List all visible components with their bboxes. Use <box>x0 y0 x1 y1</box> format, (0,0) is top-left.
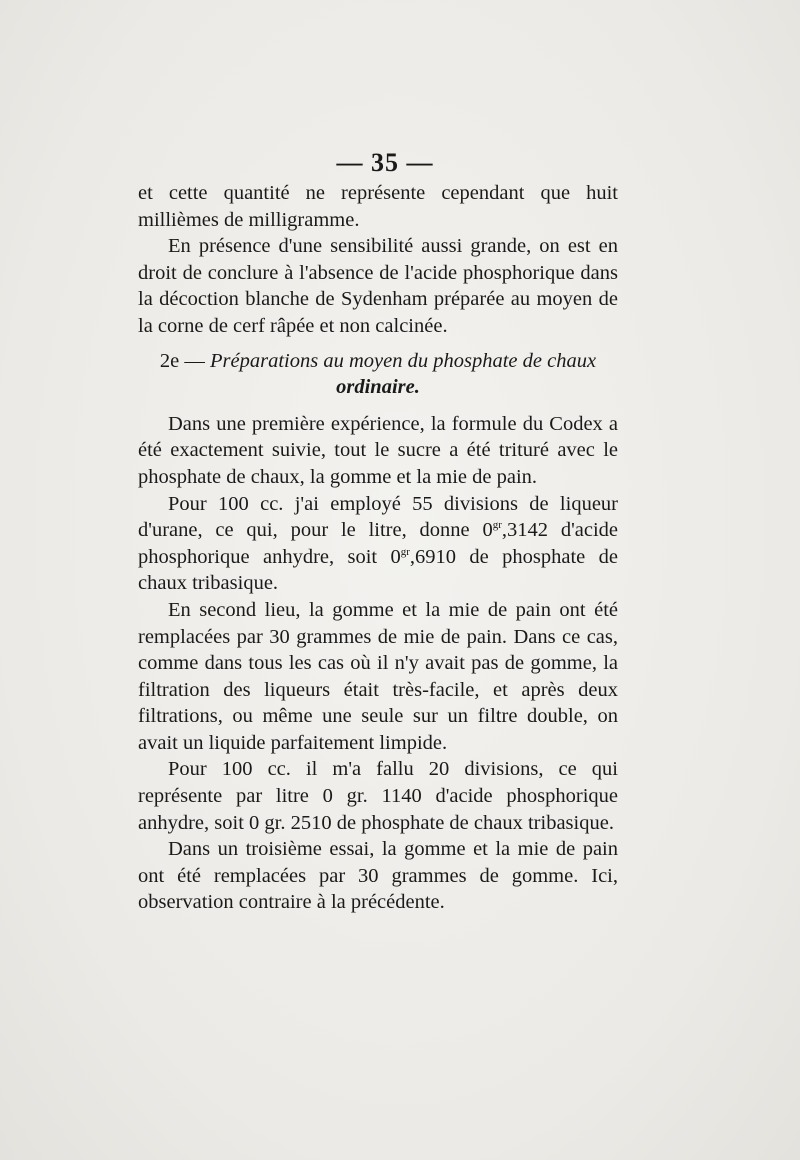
section-title: Préparations au moyen du phosphate de chaux <box>210 349 597 372</box>
paragraph-4-part-b: ,3142 d'acide phosphorique anhydre, soit 0 <box>138 519 619 568</box>
unit-superscript-1: gr <box>492 519 502 532</box>
paragraph-4 <box>138 491 618 597</box>
paragraph-4-part-a: Pour 100 cc. j'ai employé 55 divisions de liqueur d'urane, ce qui, pour le litre, donne 0 <box>138 492 618 542</box>
paragraph-2: En présence d'une sensibilité aussi grande, on est en droit de conclure à l'absence de l'acide phosphorique dans la décoction blanche de Sydenham préparée au moyen de la corne de cerf râpée et non calcinée. <box>138 235 618 337</box>
paragraph-1: et cette quantité ne représente cependant que huit millièmes de milligramme. <box>138 182 618 231</box>
unit-superscript-2: gr <box>400 545 410 558</box>
paragraph-6: Pour 100 cc. il m'a fallu 20 divisions, ce qui représente par litre 0 gr. 1140 d'acide phosphorique anhydre, soit 0 gr. 2510 de phosphate de chaux tribasique. <box>138 758 618 834</box>
paragraph-7: Dans un troisième essai, la gomme et la mie de pain ont été remplacées par 30 grammes de gomme. Ici, observation contraire à la précédente. <box>138 838 618 914</box>
section-title-continued: ordinaire. <box>336 376 420 399</box>
paragraph-5: En second lieu, la gomme et la mie de pain ont été remplacées par 30 grammes de mie de pain. Dans ce cas, comme dans tous les cas où il n'y avait pas de gomme, la filtration des liqueurs était très-facile, et après deux filtrations, ou même une seule sur un filtre double, on avait un liquide parfaitement limpide. <box>138 598 618 754</box>
section-number: 2e — <box>159 349 205 372</box>
section-heading <box>138 348 618 401</box>
paragraph-3: Dans une première expérience, la formule du Codex a été exactement suivie, tout le sucre a été trituré avec le phosphate de chaux, la gomme et la mie de pain. <box>138 412 618 488</box>
paragraph-4-part-c: ,6910 de phosphate de chaux tribasique. <box>138 545 618 595</box>
page-number: — 35 — <box>336 148 434 177</box>
body-text <box>138 180 618 916</box>
